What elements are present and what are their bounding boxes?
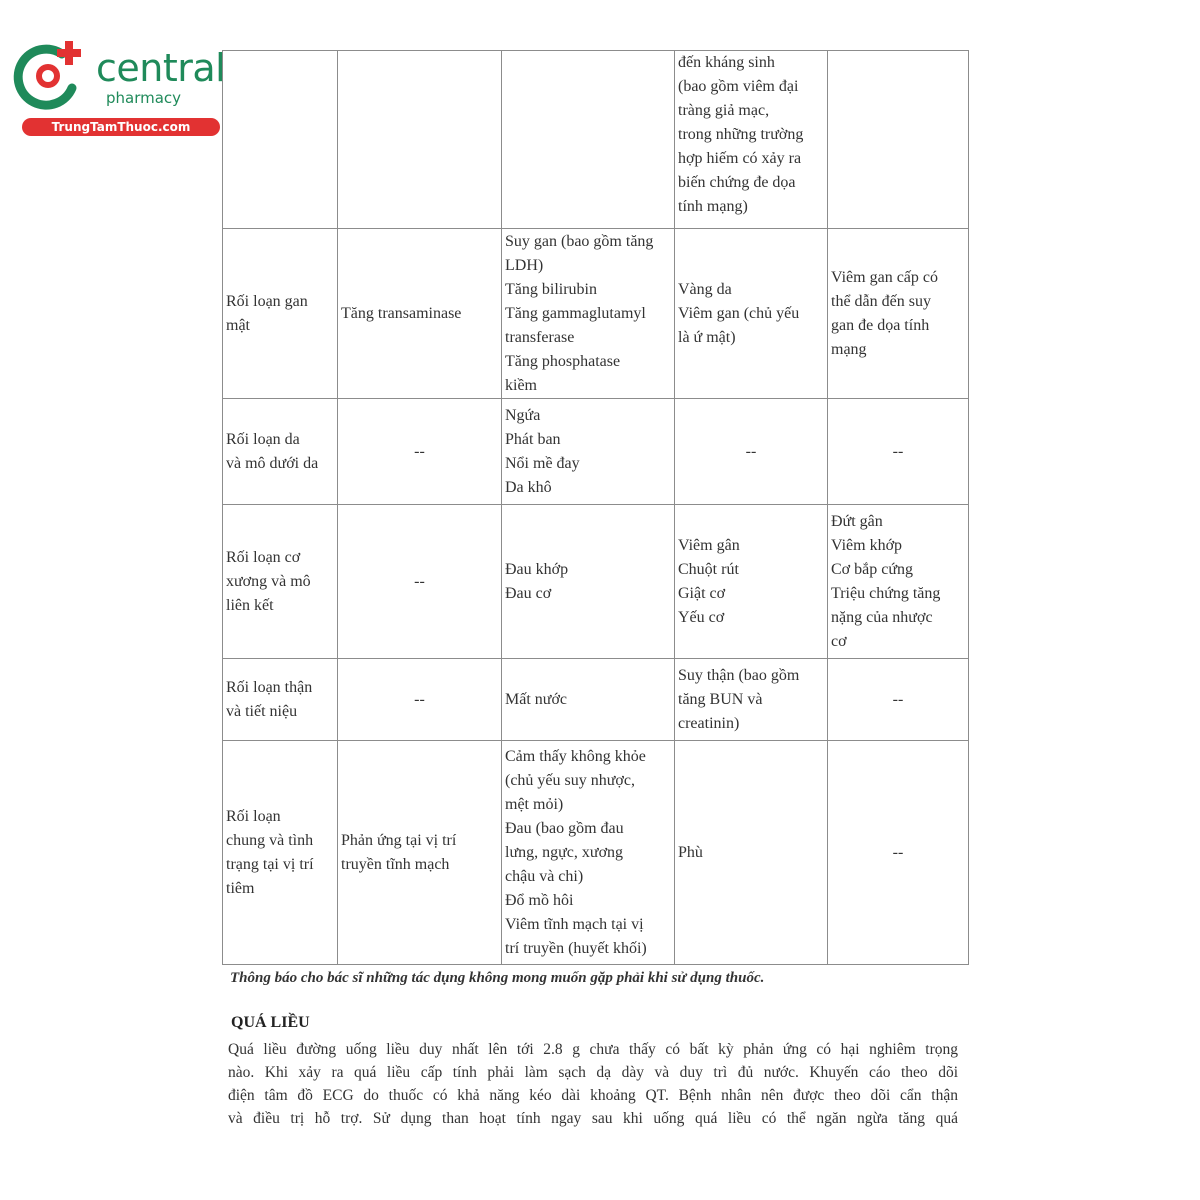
cell-line: biến chứng đe dọa	[678, 174, 796, 191]
organ-class-cell	[223, 659, 338, 741]
cell-line: mật	[226, 316, 250, 334]
cell-line: là ứ mật)	[678, 328, 736, 346]
cell-line: Rối loạn cơ	[226, 548, 301, 566]
overdose-line: và điều trị hỗ trợ. Sử dụng than hoạt tính ngay sau khi uống quá liều có thể ngăn ngừa tăng quá	[228, 1110, 958, 1127]
frequency-cell-1	[338, 51, 502, 229]
logo-website-badge: TrungTamThuoc.com	[22, 118, 220, 136]
cell-line: cơ	[831, 632, 847, 650]
cell-line: Rối loạn thận	[226, 678, 313, 696]
report-note: Thông báo cho bác sĩ những tác dụng không mong muốn gặp phải khi sử dụng thuốc.	[230, 970, 765, 986]
cell-line: Viêm gân	[678, 536, 740, 554]
frequency-cell-3	[675, 399, 828, 505]
frequency-cell-2	[502, 229, 675, 399]
cell-line: --	[745, 442, 757, 460]
frequency-cell-4	[828, 229, 969, 399]
frequency-cell-3	[675, 659, 828, 741]
table-row	[223, 399, 969, 505]
cell-line: mạng	[831, 340, 867, 358]
overdose-line: điện tâm đồ ECG do thuốc có khả năng kéo dài khoảng QT. Bệnh nhân nên được theo dõi cẩn thận	[228, 1087, 958, 1104]
cell-line: --	[892, 843, 904, 861]
cell-line: kiềm	[505, 376, 537, 394]
cell-line: Đổ mồ hôi	[505, 891, 574, 909]
frequency-cell-1	[338, 399, 502, 505]
frequency-cell-3	[675, 229, 828, 399]
frequency-cell-2	[502, 659, 675, 741]
cell-line: thể dẫn đến suy	[831, 292, 931, 310]
cell-line: Đau cơ	[505, 584, 552, 602]
adverse-effects-table	[222, 50, 969, 965]
cell-line: Viêm khớp	[831, 536, 903, 554]
table-row	[223, 741, 969, 965]
cell-line: Nổi mề đay	[505, 454, 580, 472]
cell-line: Rối loạn	[226, 807, 281, 825]
logo-wordmark: central	[96, 46, 226, 90]
cell-line: Rối loạn gan	[226, 292, 308, 310]
cell-line: Đau khớp	[505, 560, 569, 578]
cell-line: Đứt gân	[831, 512, 883, 530]
cell-line: Đau (bao gồm đau	[505, 819, 624, 837]
frequency-cell-3	[675, 505, 828, 659]
cell-line: --	[414, 572, 425, 590]
cell-line: Mất nước	[505, 690, 568, 708]
logo-subtitle: pharmacy	[106, 89, 182, 107]
cell-line: Suy gan (bao gồm tăng	[505, 232, 654, 250]
cell-line: Phản ứng tại vị trí	[341, 831, 457, 849]
cell-line: Tăng transaminase	[341, 304, 462, 322]
frequency-cell-2	[502, 741, 675, 965]
cell-line: trạng tại vị trí	[226, 855, 314, 873]
cell-line: mệt mỏi)	[505, 795, 564, 813]
central-pharmacy-logo-icon	[10, 36, 90, 116]
cell-line: truyền tĩnh mạch	[341, 855, 450, 873]
cell-line: Da khô	[505, 478, 552, 496]
frequency-cell-1	[338, 505, 502, 659]
cell-line: Cơ bắp cứng	[831, 560, 914, 578]
frequency-cell-4	[828, 51, 969, 229]
cell-line: Chuột rút	[678, 560, 739, 578]
cell-line: Tăng phosphatase	[505, 352, 621, 370]
cell-line: Viêm gan cấp có	[831, 268, 938, 286]
cell-line: tính mạng)	[678, 198, 748, 215]
table-row	[223, 229, 969, 399]
cell-line: trí truyền (huyết khối)	[505, 939, 647, 957]
cell-line: creatinin)	[678, 714, 740, 732]
overdose-title: QUÁ LIỀU	[231, 1014, 310, 1031]
cell-line: Suy thận (bao gồm	[678, 666, 800, 684]
cell-line: --	[414, 690, 425, 708]
cell-line: Giật cơ	[678, 584, 726, 602]
cell-line: LDH)	[505, 256, 544, 274]
cell-line: và mô dưới da	[226, 454, 319, 472]
frequency-cell-1	[338, 741, 502, 965]
cell-line: --	[892, 442, 904, 460]
overdose-body	[228, 1038, 958, 1130]
cell-line: và tiết niệu	[226, 702, 298, 720]
frequency-cell-1	[338, 659, 502, 741]
cell-line: Tăng bilirubin	[505, 280, 597, 298]
brand-logo	[10, 36, 226, 136]
cell-line: --	[892, 690, 904, 708]
cell-line: --	[414, 442, 425, 460]
cell-line: Ngứa	[505, 406, 541, 424]
cell-line: Phù	[678, 843, 703, 861]
cell-line: Tăng gammaglutamyl	[505, 304, 646, 322]
cell-line: nặng của nhược	[831, 608, 933, 626]
cell-line: (chủ yếu suy nhược,	[505, 771, 635, 789]
cell-line: (bao gồm viêm đại	[678, 78, 799, 95]
frequency-cell-2	[502, 399, 675, 505]
organ-class-cell	[223, 229, 338, 399]
cell-line: Phát ban	[505, 430, 561, 448]
table-row	[223, 505, 969, 659]
frequency-cell-4	[828, 659, 969, 741]
cell-line: tăng BUN và	[678, 690, 763, 708]
frequency-cell-3	[675, 51, 828, 229]
cell-line: Triệu chứng tăng	[831, 584, 941, 602]
cell-line: lưng, ngực, xương	[505, 843, 624, 861]
cell-line: đến kháng sinh	[678, 54, 775, 71]
frequency-cell-4	[828, 399, 969, 505]
overdose-line: Quá liều đường uống liều duy nhất lên tới 2.8 g chưa thấy có bất kỳ phản ứng có hại nghiêm trọng	[228, 1041, 958, 1058]
cell-line: Viêm tĩnh mạch tại vị	[505, 915, 644, 933]
cell-line: chậu và chi)	[505, 867, 584, 885]
overdose-line: nào. Khi xảy ra quá liều cấp tính phải làm sạch dạ dày và duy trì đủ nước. Khuyến cáo theo dõi	[228, 1064, 958, 1081]
cell-line: chung và tình	[226, 831, 314, 849]
frequency-cell-4	[828, 741, 969, 965]
frequency-cell-1	[338, 229, 502, 399]
frequency-cell-2	[502, 505, 675, 659]
cell-line: Yếu cơ	[678, 608, 725, 626]
frequency-cell-2	[502, 51, 675, 229]
cell-line: Viêm gan (chủ yếu	[678, 304, 800, 322]
cell-line: liên kết	[226, 596, 274, 614]
table-row	[223, 659, 969, 741]
cell-line: Rối loạn da	[226, 430, 300, 448]
cell-line: xương và mô	[226, 572, 311, 590]
cell-line: Cảm thấy không khỏe	[505, 747, 646, 765]
organ-class-cell	[223, 51, 338, 229]
cell-line: trong những trường	[678, 126, 804, 143]
frequency-cell-3	[675, 741, 828, 965]
cell-line: hợp hiếm có xảy ra	[678, 150, 802, 167]
organ-class-cell	[223, 505, 338, 659]
cell-line: tiêm	[226, 879, 255, 897]
table-row	[223, 51, 969, 229]
cell-line: gan đe dọa tính	[831, 316, 930, 334]
cell-line: tràng giả mạc,	[678, 102, 770, 119]
cell-line: transferase	[505, 328, 575, 346]
cell-line: Vàng da	[678, 280, 732, 298]
organ-class-cell	[223, 399, 338, 505]
organ-class-cell	[223, 741, 338, 965]
frequency-cell-4	[828, 505, 969, 659]
